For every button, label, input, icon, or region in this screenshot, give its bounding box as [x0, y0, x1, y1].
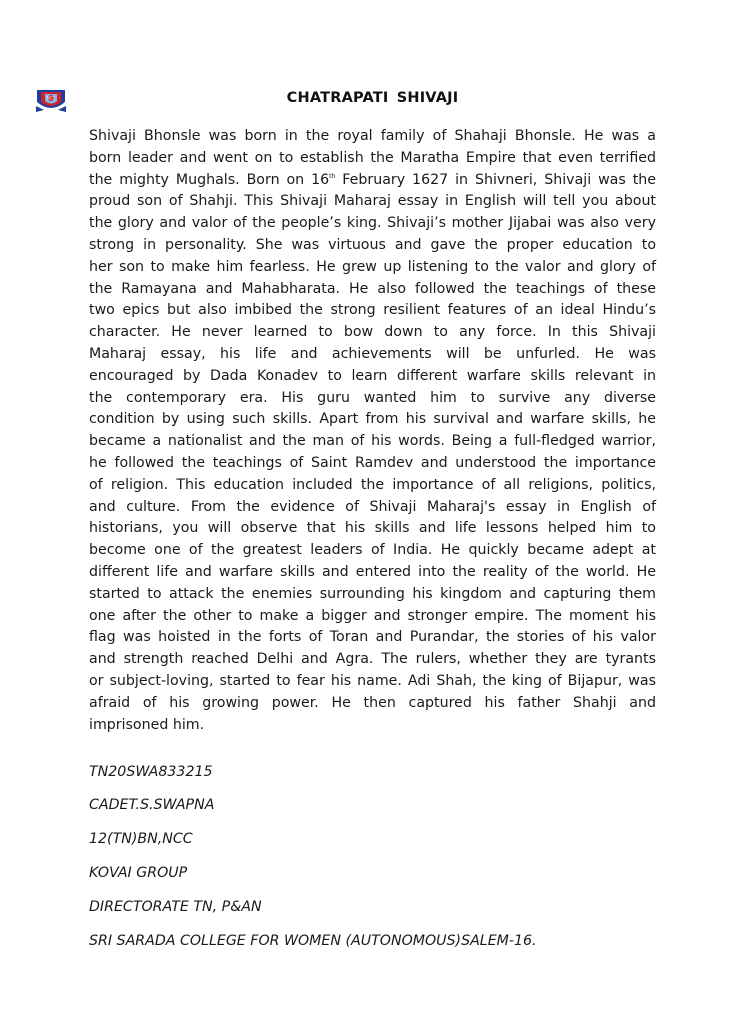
signature-battalion: 12(TN)BN,NCC	[89, 831, 193, 847]
essay-line: the Ramayana and Mahabharata. He also followed the teachings of these	[89, 280, 656, 297]
essay-line: the contemporary era. His guru wanted him to survive any diverse	[89, 389, 656, 406]
essay-line: condition by using such skills. Apart from his survival and warfare skills, he	[89, 411, 656, 428]
essay-line: historians, you will observe that his skills and life lessons helped him to	[89, 520, 656, 537]
signature-directorate: DIRECTORATE TN, P&AN	[89, 899, 262, 915]
essay-line: strong in personality. She was virtuous and gave the proper education to	[89, 236, 656, 253]
essay-line: encouraged by Dada Konadev to learn different warfare skills relevant in	[89, 367, 656, 384]
essay-line: proud son of Shahji. This Shivaji Maharaj essay in English will tell you about	[89, 193, 656, 210]
essay-line: became a nationalist and the man of his words. Being a full-fledged warrior,	[89, 433, 656, 450]
essay-line: Shivaji Bhonsle was born in the royal family of Shahaji Bhonsle. He was a	[89, 128, 656, 144]
essay-line: and strength reached Delhi and Agra. The rulers, whether they are tyrants	[89, 651, 656, 668]
essay-body	[89, 126, 656, 736]
essay-line: the glory and valor of the people’s king. Shivaji’s mother Jijabai was also very	[89, 215, 656, 232]
signature-college: SRI SARADA COLLEGE FOR WOMEN (AUTONOMOUS)SALEM-16.	[89, 933, 537, 949]
essay-line: Maharaj essay, his life and achievements will be unfurled. He was	[89, 345, 656, 362]
essay-line: imprisoned him.	[89, 716, 205, 733]
essay-line-part: February 1627 in Shivneri, Shivaji was the	[335, 171, 656, 188]
essay-line: character. He never learned to bow down to any force. In this Shivaji	[89, 324, 656, 341]
signature-group: KOVAI GROUP	[89, 865, 188, 881]
essay-line: and culture. From the evidence of Shivaji Maharaj's essay in English of	[89, 498, 656, 515]
page-title: CHATRAPATI SHIVAJI	[286, 90, 459, 106]
essay-line: become one of the greatest leaders of India. He quickly became adept at	[89, 542, 656, 559]
essay-line: afraid of his growing power. He then captured his father Shahji and	[89, 694, 656, 711]
essay-line: her son to make him fearless. He grew up listening to the valor and glory of	[89, 258, 656, 275]
essay-line: started to attack the enemies surrounding his kingdom and capturing them	[89, 585, 656, 602]
essay-line: one after the other to make a bigger and stronger empire. The moment his	[89, 607, 656, 624]
signature-reg-no: TN20SWA833215	[89, 764, 213, 780]
essay-line: of religion. This education included the importance of all religions, politics,	[89, 476, 656, 493]
essay-line-part: the mighty Mughals. Born on 16	[89, 171, 330, 188]
essay-line: flag was hoisted in the forts of Toran and Purandar, the stories of his valor	[89, 629, 656, 646]
essay-line: different life and warfare skills and entered into the reality of the world. He	[89, 563, 656, 580]
essay-line	[89, 170, 656, 192]
essay-line: or subject-loving, started to fear his name. Adi Shah, the king of Bijapur, was	[89, 672, 656, 689]
ordinal-superscript: th	[329, 172, 336, 180]
signature-name: CADET.S.SWAPNA	[89, 797, 215, 813]
essay-line: born leader and went on to establish the Maratha Empire that even terrified	[89, 149, 656, 166]
essay-line: two epics but also imbibed the strong resilient features of an ideal Hindu’s	[89, 302, 656, 319]
essay-line: he followed the teachings of Saint Ramdev and understood the importance	[89, 454, 656, 471]
svg-text:NCC: NCC	[46, 95, 56, 101]
